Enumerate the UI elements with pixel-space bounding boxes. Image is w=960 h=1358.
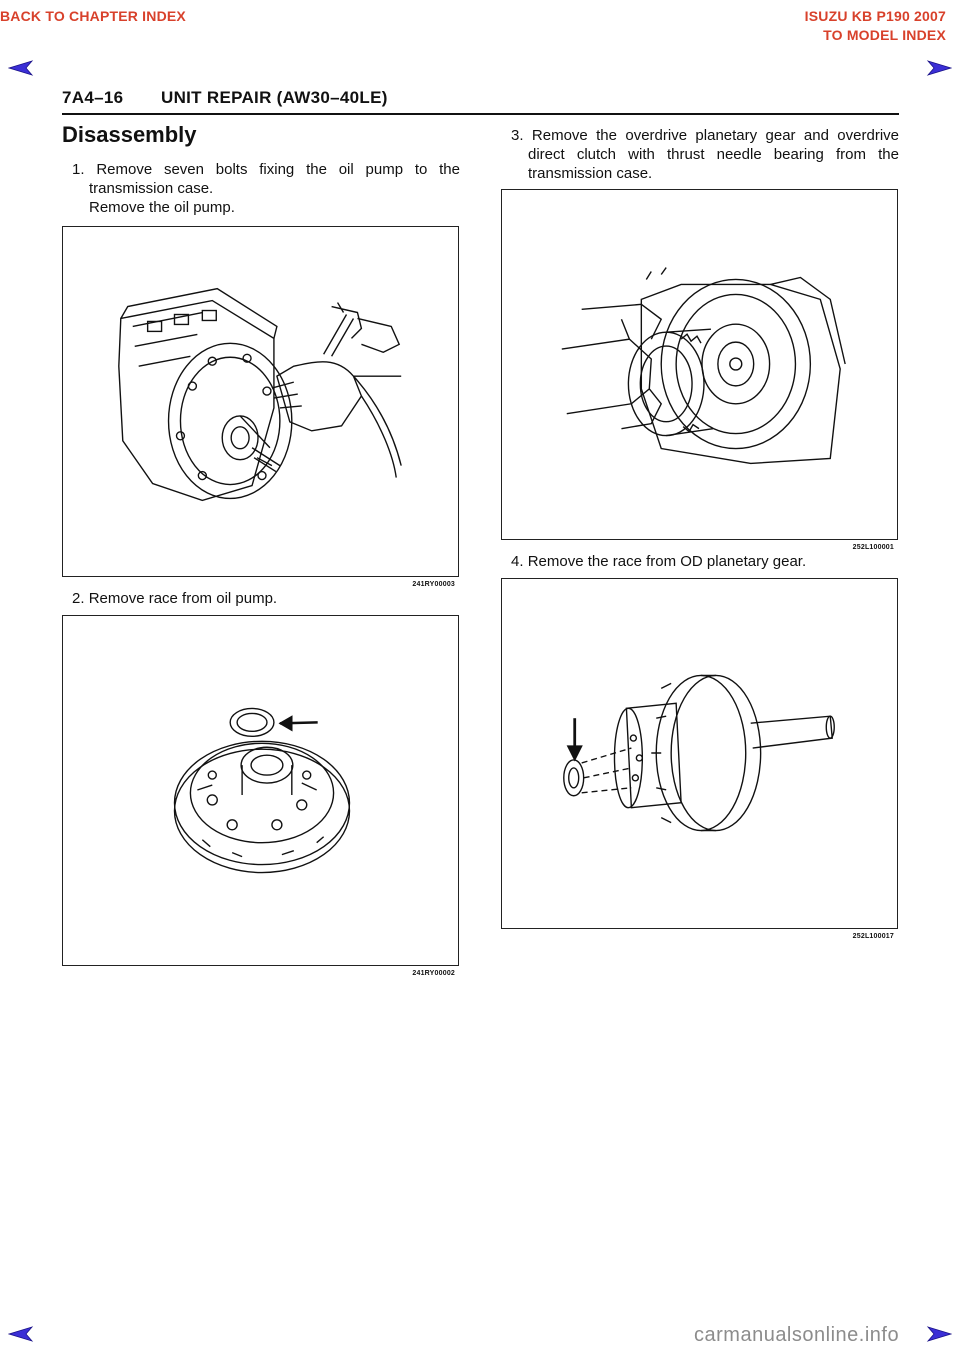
step-2	[72, 589, 460, 608]
step-4	[511, 552, 899, 571]
step-text: Remove race from oil pump.	[88, 590, 278, 607]
figure-od-planetary-gear-race	[501, 578, 898, 940]
previous-page-arrow-icon[interactable]	[8, 60, 34, 76]
figure-code: 241RY00002	[412, 970, 455, 977]
to-model-index-link[interactable]: TO MODEL INDEX	[823, 27, 946, 43]
step-text: direct clutch with thrust needle bearing from the	[528, 146, 899, 163]
figure-code: 252L100017	[852, 933, 894, 940]
step-text: Remove the oil pump.	[89, 199, 235, 216]
figure-planetary-gear-removal	[501, 189, 898, 551]
figure-code: 241RY00003	[412, 581, 455, 588]
oil-pump-race-illustration-icon	[63, 616, 458, 965]
next-page-arrow-icon[interactable]	[926, 1326, 952, 1342]
oil-pump-removal-illustration-icon	[63, 227, 458, 576]
previous-page-arrow-icon[interactable]	[8, 1326, 34, 1342]
step-number: 2.	[72, 590, 85, 607]
page-number: 7A4–16	[62, 88, 124, 107]
step-text: Remove seven bolts fixing the oil pump to the	[96, 161, 460, 178]
section-title: Disassembly	[62, 122, 197, 147]
figure-oil-pump-race	[62, 615, 459, 977]
step-number: 4.	[511, 553, 524, 570]
footer-watermark: carmanualsonline.info	[694, 1324, 900, 1346]
step-number: 3.	[511, 127, 524, 144]
page-header-title: UNIT REPAIR (AW30–40LE)	[161, 88, 388, 107]
step-number: 1.	[72, 161, 85, 178]
step-text: transmission case.	[528, 165, 653, 182]
planetary-gear-removal-illustration-icon	[502, 190, 897, 539]
step-text: Remove the race from OD planetary gear.	[527, 553, 807, 570]
od-planetary-gear-race-illustration-icon	[502, 579, 897, 928]
figure-oil-pump-removal	[62, 226, 459, 588]
step-1	[72, 160, 460, 217]
back-to-chapter-index-link[interactable]: BACK TO CHAPTER INDEX	[0, 8, 186, 24]
step-3	[511, 126, 899, 183]
step-text: transmission case.	[89, 180, 214, 197]
header-rule	[62, 113, 899, 115]
next-page-arrow-icon[interactable]	[926, 60, 952, 76]
figure-code: 252L100001	[852, 544, 894, 551]
step-text: Remove the overdrive planetary gear and overdrive	[531, 127, 900, 144]
model-title-link[interactable]: ISUZU KB P190 2007	[804, 8, 946, 24]
